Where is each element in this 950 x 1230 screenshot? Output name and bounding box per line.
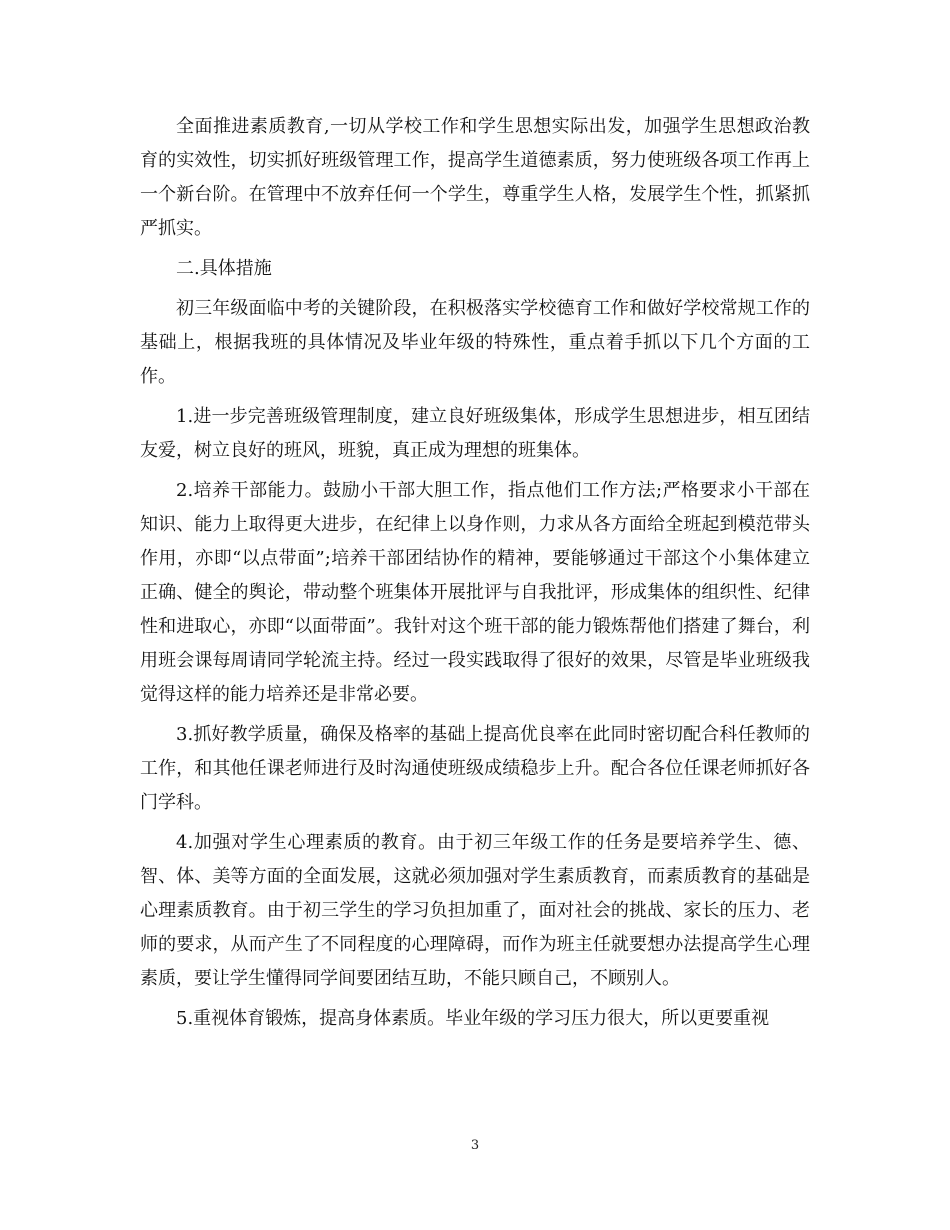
- paragraph-item-1: 1.进一步完善班级管理制度，建立良好班级集体，形成学生思想进步，相互团结友爱，树立良好的班风，班貌，真正成为理想的班集体。: [140, 406, 810, 461]
- paragraph-overview: 初三年级面临中考的关键阶段，在积极落实学校德育工作和做好学校常规工作的基础上，根据我班的具体情况及毕业年级的特殊性，重点着手抓以下几个方面的工作。: [140, 298, 810, 387]
- paragraph-item-3: 3.抓好教学质量，确保及格率的基础上提高优良率在此同时密切配合科任教师的工作，和其他任课老师进行及时沟通使班级成绩稳步上升。配合各位任课老师抓好各门学科。: [140, 724, 810, 813]
- section-heading-measures: 二.具体措施: [176, 258, 272, 279]
- paragraph-item-5: 5.重视体育锻炼，提高身体素质。毕业年级的学习压力很大，所以更要重视: [176, 1008, 770, 1029]
- page-number: 3: [470, 1138, 480, 1153]
- paragraph-item-4: 4.加强对学生心理素质的教育。由于初三年级工作的任务是要培养学生、德、智、体、美等方面的全面发展，这就必须加强对学生素质教育，而素质教育的基础是心理素质教育。由于初三学生的学习负担加重了，面对社会的挑战、家长的压力、老师的要求，从而产生了不同程度的心理障碍，而作为班主任就要想办法提高学生心理素质，要让学生懂得同学间要团结互助，不能只顾自己，不顾别人。: [140, 832, 810, 989]
- document-body: [140, 110, 810, 1042]
- paragraph-intro: 全面推进素质教育,一切从学校工作和学生思想实际出发，加强学生思想政治教育的实效性，切实抓好班级管理工作，提高学生道德素质，努力使班级各项工作再上一个新台阶。在管理中不放弃任何一个学生，尊重学生人格，发展学生个性，抓紧抓严抓实。: [140, 116, 810, 239]
- paragraph-item-2: 2.培养干部能力。鼓励小干部大胆工作，指点他们工作方法;严格要求小干部在知识、能力上取得更大进步，在纪律上以身作则，力求从各方面给全班起到模范带头作用，亦即“以点带面”;培养干部团结协作的精神，要能够通过干部这个小集体建立正确、健全的舆论，带动整个班集体开展批评与自我批评，形成集体的组织性、纪律性和进取心，亦即“以面带面”。我针对这个班干部的能力锻炼帮他们搭建了舞台，利用班会课每周请同学轮流主持。经过一段实践取得了很好的效果，尽管是毕业班级我觉得这样的能力培养还是非常必要。: [140, 480, 810, 705]
